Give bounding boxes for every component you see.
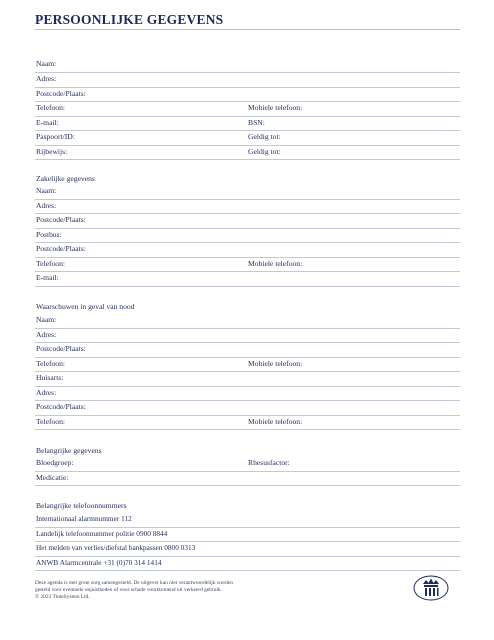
footer-line: Deze agenda is met grote zorg samengesteld. De uitgever kan niet verantwoordelijk worden xyxy=(35,580,233,586)
label-huisarts-telefoon: Telefoon: xyxy=(36,416,65,426)
phone-item-text: Het melden van verlies/diefstal bankpassen 0800 0313 xyxy=(36,543,196,552)
phone-item-text: ANWB Alarmcentrale +31 (0)70 314 1414 xyxy=(36,557,162,567)
page-title: PERSOONLIJKE GEGEVENS xyxy=(35,12,224,27)
phone-item xyxy=(35,541,460,557)
field-business-naam[interactable] xyxy=(35,184,460,200)
field-nood-naam[interactable] xyxy=(35,313,460,329)
footer-disclaimer xyxy=(35,580,365,601)
field-naam[interactable] xyxy=(35,57,460,73)
label-nood-telefoon: Telefoon: xyxy=(36,358,65,368)
label-geldig-paspoort: Geldig tot: xyxy=(248,132,281,141)
field-nood-adres[interactable] xyxy=(35,328,460,344)
phone-item xyxy=(35,556,460,572)
label-naam: Naam: xyxy=(36,59,57,68)
field-bloedgroep[interactable] xyxy=(35,456,460,472)
field-paspoort[interactable] xyxy=(35,130,460,146)
label-nood-adres: Adres: xyxy=(36,329,57,339)
label-business-email: E-mail: xyxy=(36,273,59,282)
label-email: E-mail: xyxy=(36,117,59,127)
label-telefoon: Telefoon: xyxy=(36,103,65,112)
crown-crest-icon xyxy=(413,575,449,601)
label-bsn: BSN: xyxy=(248,117,265,127)
label-business-postcode: Postcode/Plaats: xyxy=(36,215,86,224)
section-heading-zakelijk: Zakelijke gegevens xyxy=(36,174,95,183)
label-paspoort: Paspoort/ID: xyxy=(36,132,75,141)
section-heading-nood: Waarschuwen in geval van nood xyxy=(36,302,135,311)
label-bloedgroep: Bloedgroep: xyxy=(36,458,74,467)
field-telefoon[interactable] xyxy=(35,101,460,117)
label-nood-postcode: Postcode/Plaats: xyxy=(36,344,86,353)
field-medicatie[interactable] xyxy=(35,471,460,487)
label-rijbewijs: Rijbewijs: xyxy=(36,146,68,156)
label-business-naam: Naam: xyxy=(36,186,57,195)
phone-item-text: Internationaal alarmnummer 112 xyxy=(36,514,132,523)
label-business-mobiel: Mobiele telefoon: xyxy=(248,258,303,268)
footer-line: gesteld voor eventuele onjuistheden of voor schade voortkomend uit verkeerd gebruik. xyxy=(35,587,222,593)
label-business-adres: Adres: xyxy=(36,200,57,210)
field-nood-telefoon[interactable] xyxy=(35,357,460,373)
label-rhesus: Rhesusfactor: xyxy=(248,458,290,467)
section-heading-belangrijk: Belangrijke gegevens xyxy=(36,446,102,455)
field-postcode[interactable] xyxy=(35,87,460,103)
label-nood-naam: Naam: xyxy=(36,315,57,324)
label-adres: Adres: xyxy=(36,74,57,83)
field-business-email[interactable] xyxy=(35,271,460,287)
label-geldig-rijbewijs: Geldig tot: xyxy=(248,146,281,156)
field-rijbewijs[interactable] xyxy=(35,145,460,161)
field-business-adres[interactable] xyxy=(35,199,460,215)
field-business-telefoon[interactable] xyxy=(35,257,460,273)
field-business-postcode2[interactable] xyxy=(35,242,460,258)
label-mobiel: Mobiele telefoon: xyxy=(248,103,303,112)
section-heading-telefoonnummers: Belangrijke telefoonnummers xyxy=(36,501,127,510)
label-business-postbus: Postbus: xyxy=(36,229,62,239)
label-huisarts-adres: Adres: xyxy=(36,387,57,397)
label-medicatie: Medicatie: xyxy=(36,472,69,482)
field-business-postbus[interactable] xyxy=(35,228,460,244)
field-nood-postcode[interactable] xyxy=(35,342,460,358)
label-postcode: Postcode/Plaats: xyxy=(36,88,86,98)
label-huisarts: Huisarts: xyxy=(36,373,64,382)
label-huisarts-postcode: Postcode/Plaats: xyxy=(36,402,86,411)
field-adres[interactable] xyxy=(35,72,460,88)
label-huisarts-mobiel: Mobiele telefoon: xyxy=(248,416,303,426)
label-business-telefoon: Telefoon: xyxy=(36,258,65,268)
field-business-postcode[interactable] xyxy=(35,213,460,229)
title-divider xyxy=(35,29,460,30)
phone-item-text: Landelijk telefoonnummer politie 0900 8844 xyxy=(36,528,168,538)
field-huisarts[interactable] xyxy=(35,371,460,387)
footer-copyright: © 2023 TimeSystem Ltd. xyxy=(35,594,90,600)
field-huisarts-telefoon[interactable] xyxy=(35,415,460,431)
field-huisarts-postcode[interactable] xyxy=(35,400,460,416)
phone-item xyxy=(35,512,460,528)
field-huisarts-adres[interactable] xyxy=(35,386,460,402)
field-email[interactable] xyxy=(35,116,460,132)
label-business-postcode2: Postcode/Plaats: xyxy=(36,244,86,253)
label-nood-mobiel: Mobiele telefoon: xyxy=(248,358,303,368)
phone-item xyxy=(35,527,460,543)
